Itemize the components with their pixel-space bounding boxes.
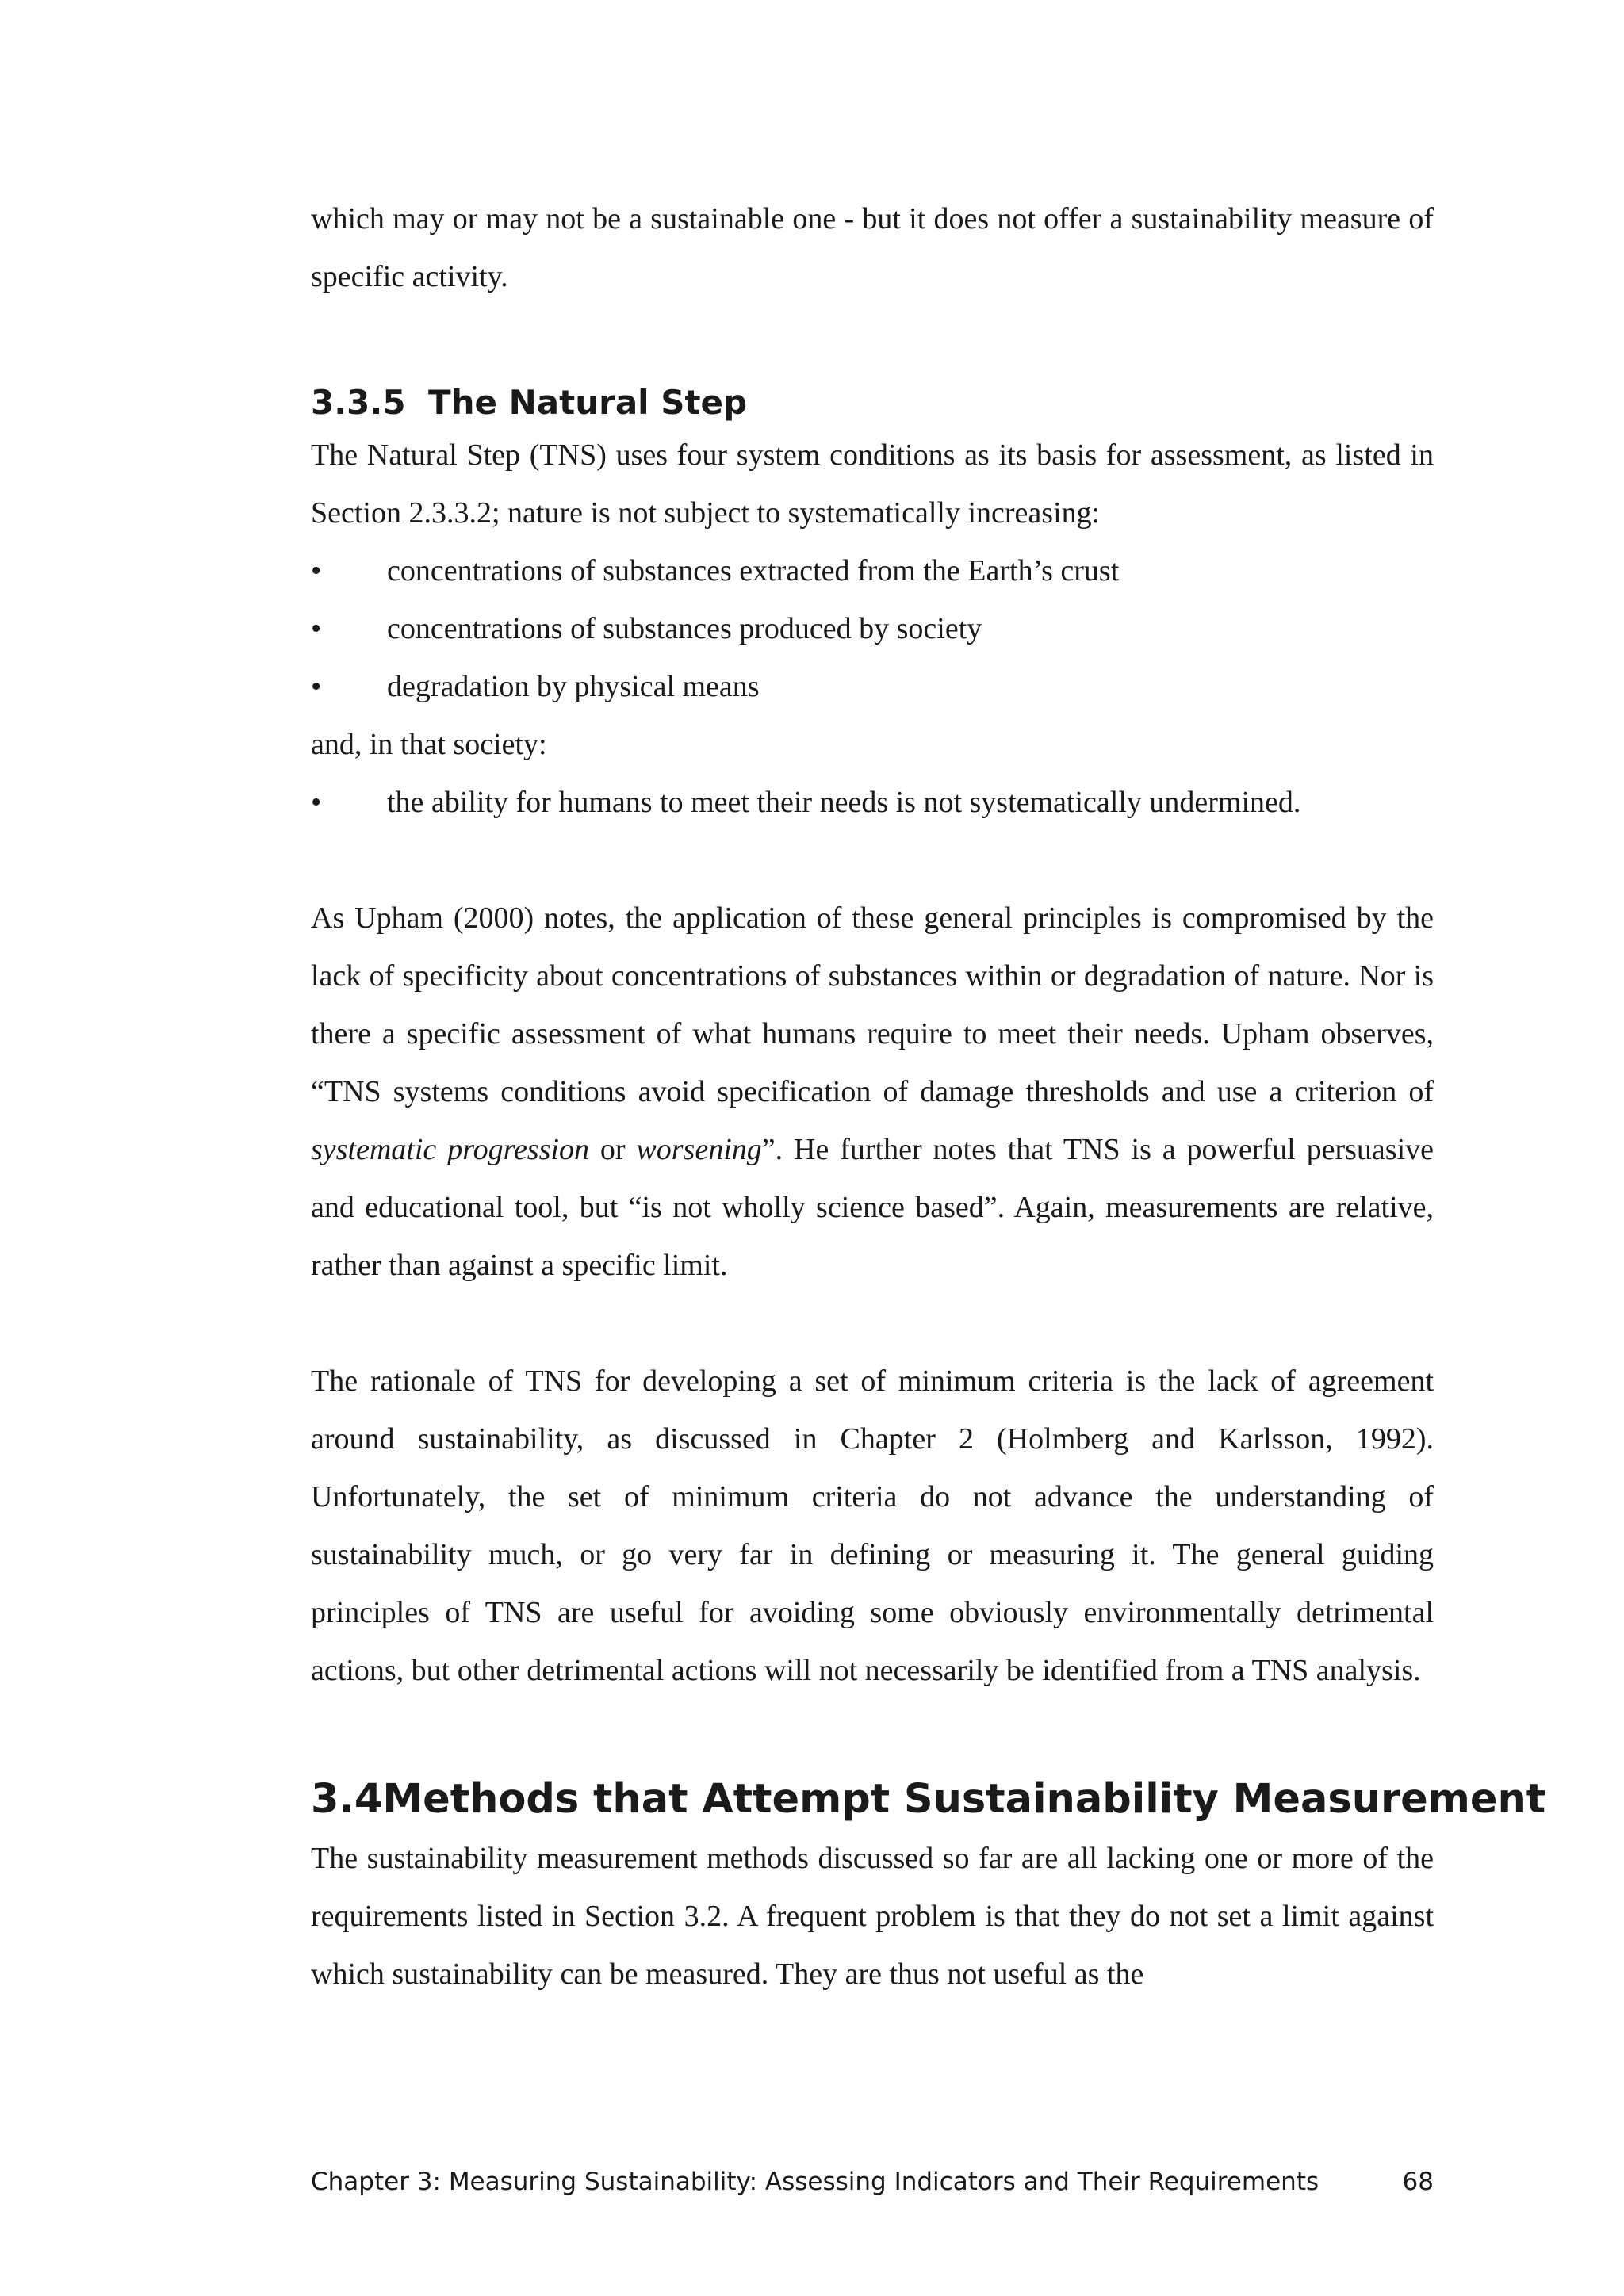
spacer (311, 306, 1434, 379)
spacer (311, 1295, 1434, 1353)
tns-lead-paragraph: The Natural Step (TNS) uses four system conditions as its basis for assessment, as listed in Section 2.3.3.2; nature is not subject to systematically increasing: (311, 438, 1434, 530)
section-heading-3-3-5 (311, 379, 1434, 427)
spacer (311, 832, 1434, 890)
italic-term: systematic progression (311, 1133, 589, 1166)
list-item: • the ability for humans to meet their needs is not systematically undermined. (311, 774, 1434, 832)
upham-paragraph: As Upham (2000) notes, the application of these general principles is compromised by the lack of specificity about concentrations of substances within or degradation of nature. Nor is there a specific assessment of what humans require to meet their needs. Upham observes, “TNS systems conditions avoid specification of damage thresholds and use a criterion of systematic progression or worsening”. He further notes that TNS is a powerful persuasive and educational tool, but “is not wholly science based”. Again, measurements are relative, rather than against a specific limit. (311, 901, 1434, 1282)
bullet-icon: • (311, 612, 322, 645)
page-number: 68 (1402, 2168, 1434, 2196)
section-title: Methods that Attempt Sustainability Measurement (382, 1776, 1546, 1823)
rationale-paragraph: The rationale of TNS for developing a set of minimum criteria is the lack of agreement around sustainability, as discussed in Chapter 2 (Holmberg and Karlsson, 1992). Unfortunately, the set of minimum criteria do not advance the understanding of sustainability much, or go very far in defining or measuring it. The general guiding principles of TNS are useful for avoiding some obviously environmentally detrimental actions, but other detrimental actions will not necessarily be identified from a TNS analysis. (311, 1364, 1434, 1687)
bullet-icon: • (311, 670, 322, 703)
list-item: • degradation by physical means (311, 658, 1434, 716)
methods-paragraph: The sustainability measurement methods discussed so far are all lacking one or more of the requirements listed in Section 3.2. A frequent problem is that they do not set a limit against which sustainability can be measured. They are thus not useful as the (311, 1842, 1434, 1991)
bullet-icon: • (311, 786, 322, 819)
page-content (311, 190, 1546, 2003)
system-conditions-list (311, 542, 1434, 716)
spacer (311, 1700, 1434, 1770)
list-item: • concentrations of substances extracted from the Earth’s crust (311, 542, 1434, 600)
italic-term: worsening (636, 1133, 762, 1166)
section-heading-3-4 (311, 1770, 1546, 1830)
bullet-icon: • (311, 554, 322, 587)
list-item: • concentrations of substances produced by society (311, 600, 1434, 658)
section-number: 3.4 (311, 1776, 383, 1823)
connector-text: and, in that society: (311, 728, 547, 761)
section-title: The Natural Step (428, 383, 748, 422)
intro-paragraph: which may or may not be a sustainable one - but it does not offer a sustainability measure of specific activity. (311, 202, 1434, 293)
section-number: 3.3.5 (311, 383, 406, 422)
page-footer (311, 2168, 1434, 2196)
footer-chapter-title: Chapter 3: Measuring Sustainability: Assessing Indicators and Their Requirements (311, 2168, 1320, 2196)
society-condition-list (311, 774, 1434, 832)
